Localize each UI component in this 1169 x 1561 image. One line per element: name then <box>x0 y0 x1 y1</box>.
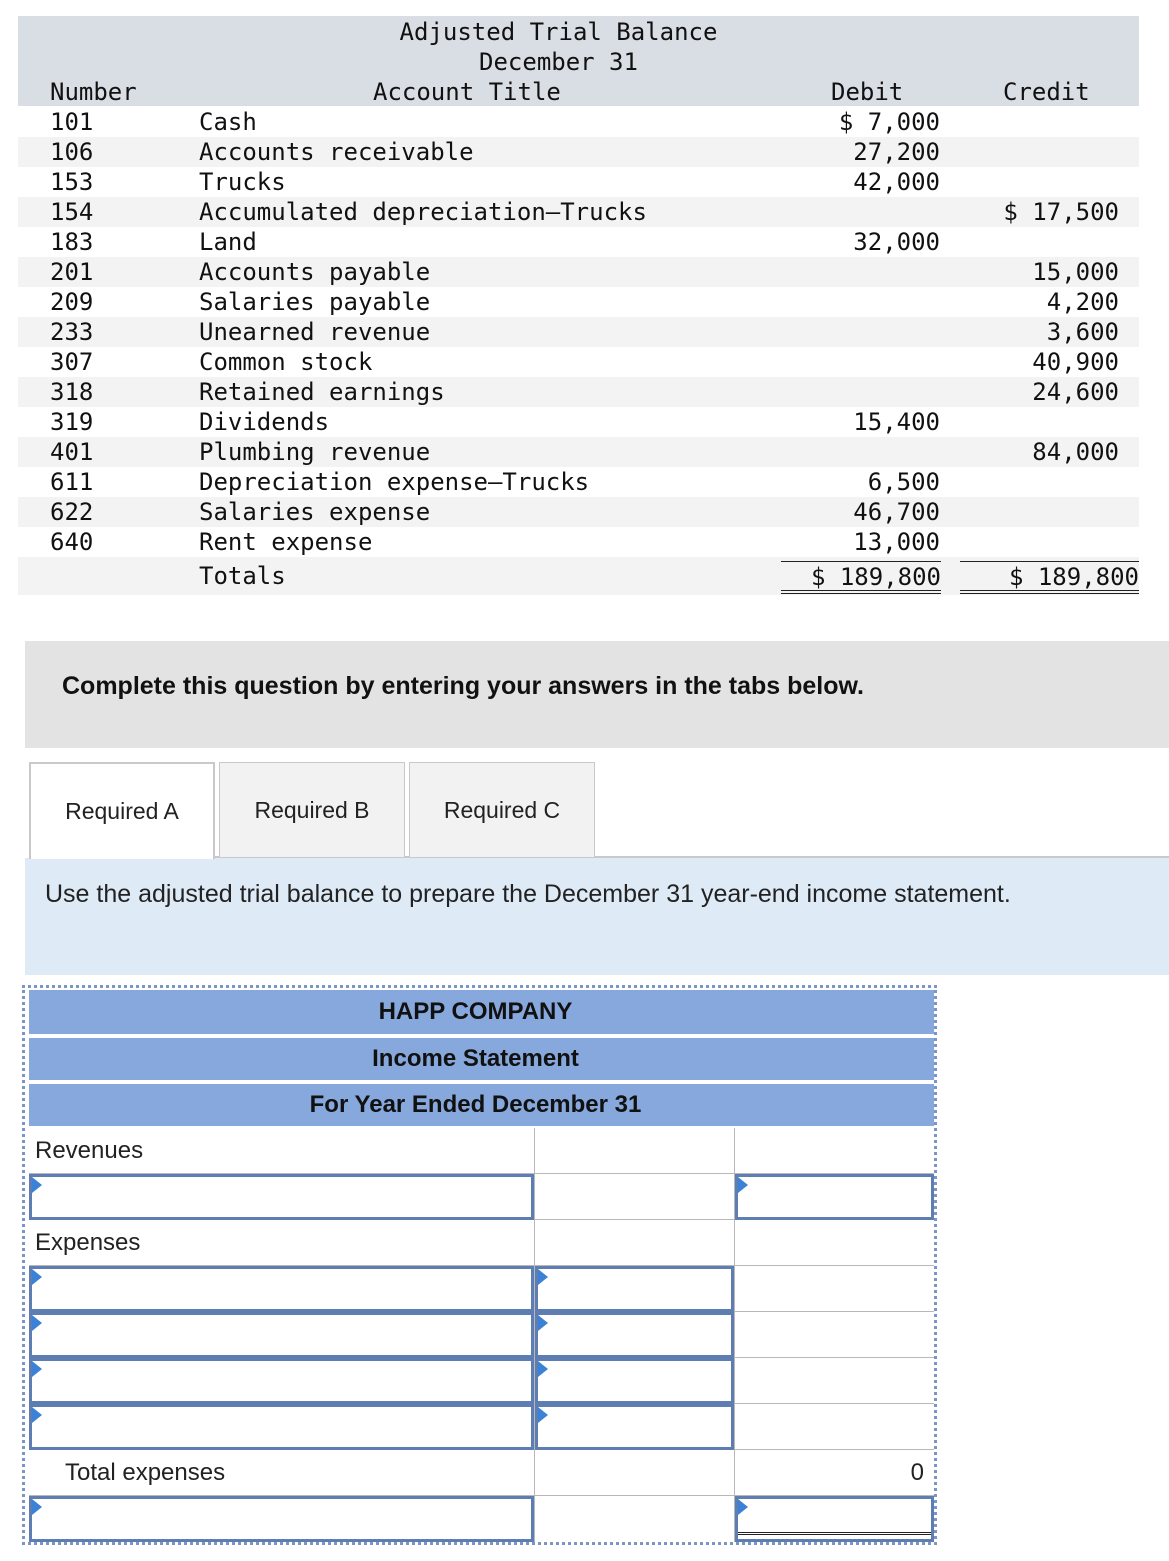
trial-balance-row <box>18 347 1139 377</box>
column-header-number: Number <box>50 78 137 106</box>
adjusted-trial-balance <box>18 16 1139 595</box>
account-number: 183 <box>50 228 94 256</box>
credit-amount: 40,900 <box>1032 348 1119 376</box>
dropdown-arrow-icon <box>738 1177 748 1193</box>
dropdown-arrow-icon <box>538 1407 548 1423</box>
debit-amount: 13,000 <box>853 528 940 556</box>
income-statement-form <box>22 985 937 1545</box>
account-title: Common stock <box>199 348 373 376</box>
account-number: 209 <box>50 288 94 316</box>
account-title: Plumbing revenue <box>199 438 431 466</box>
net-income-row <box>29 1496 934 1542</box>
tab-label: Required A <box>65 798 179 824</box>
dropdown-arrow-icon <box>32 1315 42 1331</box>
debit-amount: 15,400 <box>853 408 940 436</box>
tab-label: Required B <box>254 796 370 823</box>
credit-amount: 3,600 <box>1046 318 1119 346</box>
statement-title: Income Statement <box>29 1036 934 1080</box>
tab-label: Required C <box>443 796 561 823</box>
account-number: 101 <box>50 108 94 136</box>
statement-company-name: HAPP COMPANY <box>29 990 934 1034</box>
dropdown-arrow-icon <box>32 1499 42 1515</box>
account-number: 233 <box>50 318 94 346</box>
account-title: Land <box>199 228 257 256</box>
account-number: 154 <box>50 198 94 226</box>
instruction-panel <box>25 858 1169 975</box>
dropdown-arrow-icon <box>738 1499 748 1515</box>
trial-balance-row <box>18 137 1139 167</box>
dropdown-arrow-icon <box>538 1269 548 1285</box>
total-expenses-row <box>29 1450 934 1496</box>
account-title: Salaries expense <box>199 498 431 526</box>
account-title: Accounts payable <box>199 258 431 286</box>
account-title: Salaries payable <box>199 288 431 316</box>
tab-required-a[interactable] <box>29 762 215 859</box>
expense-account-select[interactable] <box>29 1358 534 1404</box>
dropdown-arrow-icon <box>538 1315 548 1331</box>
dropdown-arrow-icon <box>32 1361 42 1377</box>
trial-balance-row <box>18 107 1139 137</box>
account-title: Rent expense <box>199 528 373 556</box>
account-title: Retained earnings <box>199 378 445 406</box>
trial-balance-row <box>18 467 1139 497</box>
column-header-credit: Credit <box>1003 78 1090 106</box>
expense-account-select[interactable] <box>29 1266 534 1312</box>
credit-amount: $ 17,500 <box>1003 198 1119 226</box>
dropdown-arrow-icon <box>32 1407 42 1423</box>
debit-amount: 42,000 <box>853 168 940 196</box>
expense-account-select[interactable] <box>29 1404 534 1450</box>
trial-balance-row <box>18 527 1139 557</box>
expense-line-row <box>29 1358 934 1404</box>
account-title: Depreciation expense—Trucks <box>199 468 590 496</box>
expense-line-row <box>29 1312 934 1358</box>
expense-line-row <box>29 1266 934 1312</box>
account-number: 319 <box>50 408 94 436</box>
credit-amount: 15,000 <box>1032 258 1119 286</box>
trial-balance-date: December 31 <box>479 48 638 76</box>
trial-balance-row <box>18 497 1139 527</box>
account-title: Accounts receivable <box>199 138 474 166</box>
account-title: Accumulated depreciation—Trucks <box>199 198 647 226</box>
debit-amount: 46,700 <box>853 498 940 526</box>
account-number: 401 <box>50 438 94 466</box>
total-expenses-label: Total expenses <box>65 1459 226 1486</box>
debit-amount: 6,500 <box>867 468 940 496</box>
tab-required-b[interactable] <box>219 762 405 858</box>
account-number: 153 <box>50 168 94 196</box>
revenue-amount-input[interactable] <box>735 1174 934 1220</box>
column-header-account-title: Account Title <box>373 78 561 106</box>
account-title: Dividends <box>199 408 330 436</box>
dropdown-arrow-icon <box>32 1177 42 1193</box>
net-income-amount-input[interactable] <box>735 1496 934 1542</box>
tab-required-c[interactable] <box>409 762 595 858</box>
expense-amount-input[interactable] <box>535 1358 734 1404</box>
expense-account-select[interactable] <box>29 1312 534 1358</box>
double-underline <box>738 1532 931 1535</box>
banner-text: Complete this question by entering your answers in the tabs below. <box>62 672 864 700</box>
account-number: 201 <box>50 258 94 286</box>
account-number: 640 <box>50 528 94 556</box>
net-income-label-select[interactable] <box>29 1496 534 1542</box>
account-number: 307 <box>50 348 94 376</box>
totals-credit-double-underline <box>960 590 1139 594</box>
totals-credit: $ 189,800 <box>960 561 1139 592</box>
expenses-label-row <box>29 1220 934 1266</box>
account-number: 622 <box>50 498 94 526</box>
expense-amount-input[interactable] <box>535 1266 734 1312</box>
expense-amount-input[interactable] <box>535 1404 734 1450</box>
trial-balance-title: Adjusted Trial Balance <box>399 18 718 46</box>
revenue-account-select[interactable] <box>29 1174 534 1220</box>
debit-amount: 32,000 <box>853 228 940 256</box>
trial-balance-row <box>18 317 1139 347</box>
total-expenses-value: 0 <box>910 1459 924 1486</box>
instruction-text: Use the adjusted trial balance to prepare the December 31 year-end income statement. <box>45 880 1011 908</box>
trial-balance-row <box>18 227 1139 257</box>
totals-label: Totals <box>199 562 286 590</box>
trial-balance-row <box>18 287 1139 317</box>
instruction-banner <box>25 641 1169 748</box>
column-header-debit: Debit <box>831 78 904 106</box>
revenues-label: Revenues <box>35 1137 144 1164</box>
credit-amount: 4,200 <box>1046 288 1119 316</box>
expenses-label: Expenses <box>35 1229 141 1256</box>
trial-balance-row <box>18 167 1139 197</box>
expense-amount-input[interactable] <box>535 1312 734 1358</box>
account-number: 611 <box>50 468 94 496</box>
revenues-label-row <box>29 1128 934 1174</box>
trial-balance-row <box>18 407 1139 437</box>
account-title: Unearned revenue <box>199 318 431 346</box>
revenue-line-row <box>29 1174 934 1220</box>
dropdown-arrow-icon <box>32 1269 42 1285</box>
dropdown-arrow-icon <box>538 1361 548 1377</box>
totals-debit-double-underline <box>781 590 941 594</box>
expense-line-row <box>29 1404 934 1450</box>
totals-debit: $ 189,800 <box>781 561 941 592</box>
statement-period: For Year Ended December 31 <box>29 1082 934 1126</box>
credit-amount: 24,600 <box>1032 378 1119 406</box>
credit-amount: 84,000 <box>1032 438 1119 466</box>
trial-balance-row <box>18 437 1139 467</box>
trial-balance-row <box>18 257 1139 287</box>
trial-balance-row <box>18 377 1139 407</box>
account-title: Trucks <box>199 168 286 196</box>
debit-amount: 27,200 <box>853 138 940 166</box>
account-number: 318 <box>50 378 94 406</box>
debit-amount: $ 7,000 <box>838 108 940 136</box>
trial-balance-row <box>18 197 1139 227</box>
account-title: Cash <box>199 108 257 136</box>
account-number: 106 <box>50 138 94 166</box>
